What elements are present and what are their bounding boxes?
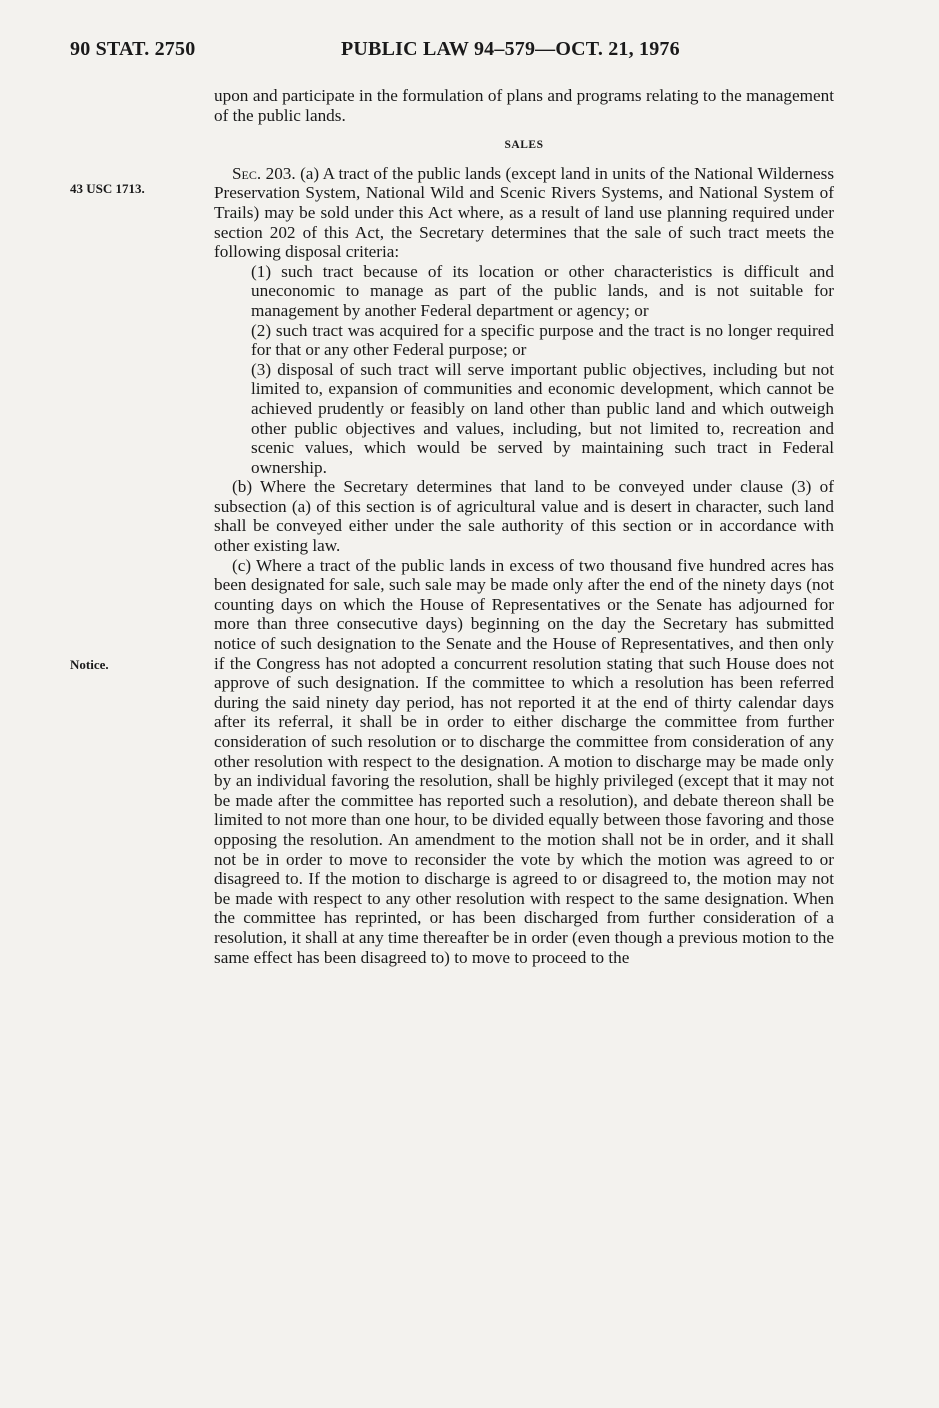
intro-paragraph: upon and participate in the formulation of plans and programs relating to the management of the public lands. — [214, 86, 834, 125]
clause-1 — [214, 262, 834, 321]
notice-note: Notice. — [70, 657, 109, 672]
section-203-a-text: 203. (a) A tract of the public lands (except land in units of the National Wilderness Preservation System, National Wild and Scenic Rivers Systems, and National System of Trails) may be sold under this Act where, as a result of land use planning required under section 202 of this Act, the Secretary determines that the sale of such tract meets the following disposal criteria: — [214, 163, 835, 262]
section-label: Sec. — [232, 163, 262, 183]
section-203-a — [214, 164, 834, 262]
document-body — [214, 86, 834, 967]
stat-reference: 90 STAT. 2750 — [70, 38, 196, 60]
clause-2-text: (2) such tract was acquired for a specific purpose and the tract is no longer required for that or any other Federal purpose; or — [251, 320, 834, 360]
law-title: PUBLIC LAW 94–579—OCT. 21, 1976 — [341, 38, 680, 60]
usc-citation-note: 43 USC 1713. — [70, 181, 145, 196]
clause-1-text: (1) such tract because of its location or other characteristics is difficult and uneconomic to manage as part of the public lands, and is not suitable for management by another Federal department or agency; or — [251, 261, 834, 320]
section-heading: SALES — [504, 139, 544, 152]
clause-2 — [214, 321, 834, 360]
clause-3 — [214, 360, 834, 478]
paragraph-b: (b) Where the Secretary determines that land to be conveyed under clause (3) of subsection (a) of this section is of agricultural value and is desert in character, such land shall be conveyed either under the sale authority of this section or in accordance with other existing law. — [214, 477, 834, 556]
paragraph-c: (c) Where a tract of the public lands in excess of two thousand five hundred acres has been designated for sale, such sale may be made only after the end of the ninety days (not counting days on which the House of Representatives or the Senate has adjourned for more than three consecutive days) beginning on the day the Secretary has submitted notice of such designation to the Senate and the House of Representatives, and then only if the Congress has not adopted a concurrent resolution stating that such House does not approve of such designation. If the committee to which a resolution has been referred during the said ninety day period, has not reported it at the end of thirty calendar days after its referral, it shall be in order to either discharge the committee from further consideration of such resolution or to discharge the committee from consideration of any other resolution with respect to the designation. A motion to discharge may be made only by an individual favoring the resolution, shall be highly privileged (except that it may not be made after the committee has reported such a resolution), and debate thereon shall be limited to not more than one hour, to be divided equally between those favoring and those opposing the resolution. An amendment to the motion shall not be in order, and it shall not be in order to move to reconsider the vote by which the motion was agreed to or disagreed to. If the motion to discharge is agreed to or disagreed to, the motion may not be made with respect to any other resolution with respect to the same designation. When the committee has reprinted, or has been discharged from further consideration of a resolution, it shall at any time thereafter be in order (even though a previous motion to the same effect has been disagreed to) to move to proceed to the — [214, 555, 834, 967]
clause-3-text: (3) disposal of such tract will serve important public objectives, including but not limited to, expansion of communities and economic development, which cannot be achieved prudently or feasibly on land other than public land and which outweigh other public objectives and values, including, but not limited to, recreation and scenic values, which would be served by maintaining such tract in Federal ownership. — [251, 359, 834, 477]
